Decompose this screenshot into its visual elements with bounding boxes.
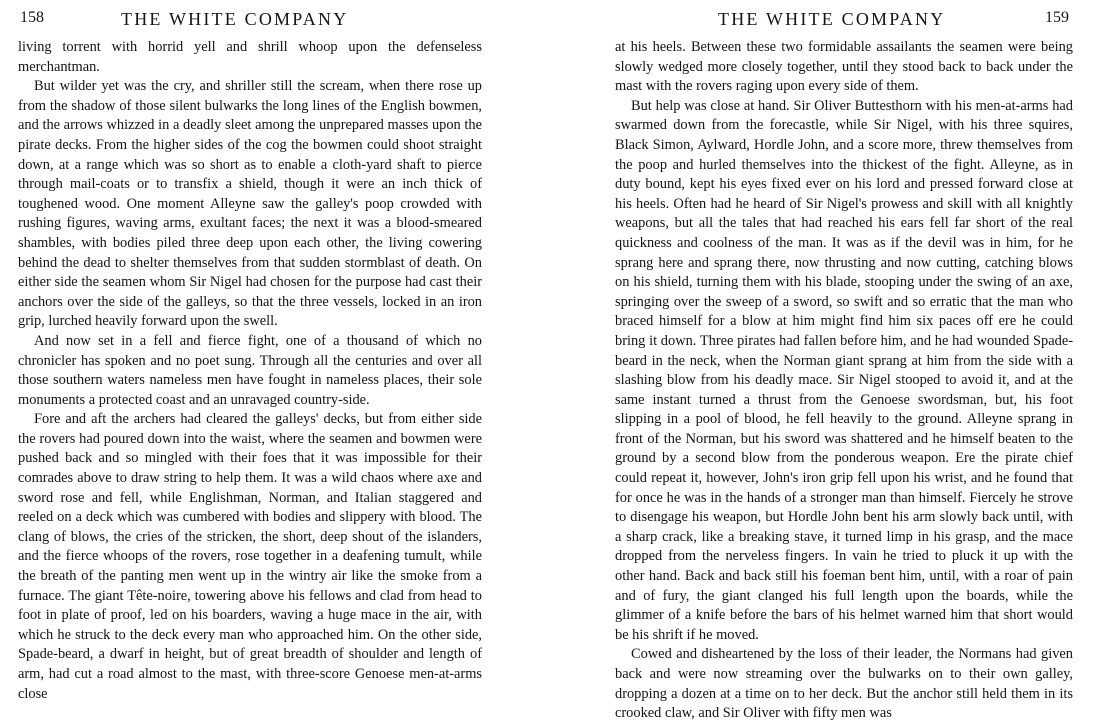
- running-header: [18, 0, 482, 38]
- paragraph: Cowed and disheartened by the loss of their leader, the Normans had given back and were now streaming over the bulwarks on to their own galley, dropping a dozen at a time on to her deck. But the anchor still held them in its crooked claw, and Sir Oliver with fifty men was: [615, 646, 1073, 722]
- page-body: [18, 38, 482, 704]
- page-body: [615, 38, 1073, 724]
- paragraph: But help was close at hand. Sir Oliver Buttesthorn with his men-at-arms had swarmed down from the forecastle, while Sir Nigel, with his three squires, Black Simon, Aylward, Hordle John, and a score more, threw themselves from the poop and hurled themselves into the thickest of the fight. Alleyne, as in duty bound, kept his eyes fixed ever on his lord and pressed forward close at his heels. Often had he heard of Sir Nigel's prowess and skill with all knightly weapons, but all the tales that had reached his ears fell far short of the real quickness and coolness of the man. It was as if the devil was in him, for he sprang here and sprang there, now thrusting and now cutting, catching blows on his shield, turning them with his blade, stooping under the swing of an axe, springing over the sweep of a sword, so swift and so erratic that the man who braced himself for a blow at him might find him six paces off ere he could bring it down. Three pirates had fallen before him, and he had wounded Spade-beard in the neck, when the Norman giant sprang at him from the side with a slashing blow from his deadly mace. Sir Nigel stooped to avoid it, and at the same instant turned a thrust from the Genoese swordsman, but, his foot slipping in a pool of blood, he fell heavily to the ground. Alleyne sprang in front of the Norman, but his sword was shattered and he himself beaten to the ground by a second blow from the ponderous weapon. Ere the pirate chief could repeat it, however, John's iron grip fell upon his wrist, and he found that for once he was in the hands of a stronger man than himself. Fiercely he strove to disengage his weapon, but Hordle John bent his arm slowly back until, with a sharp crack, like a breaking stave, it turned limp in his grasp, and the mace dropped from the nerveless fingers. In vain he tried to pluck it up with the other hand. Back and back still his foeman bent him, until, with a roar of pain and of fury, the giant clanged his full length upon the boards, while the glimmer of a knife before the bars of his helmet warned him that short would be his shrift if he moved.: [615, 97, 1073, 643]
- paragraph: And now set in a fell and fierce fight, one of a thousand of which no chronicler has spoken and no poet sung. Through all the centuries and over all those southern waters nameless men have fought in nameless places, their sole monuments a protected coast and an unravaged country-side.: [18, 332, 482, 408]
- page-number: 159: [1045, 9, 1069, 26]
- right-page: [615, 0, 1073, 724]
- running-head-title: THE WHITE COMPANY: [121, 9, 349, 29]
- paragraph: living torrent with horrid yell and shrill whoop upon the defenseless merchantman.: [18, 39, 482, 75]
- running-head-title: THE WHITE COMPANY: [718, 9, 946, 29]
- paragraph: Fore and aft the archers had cleared the galleys' decks, but from either side the rovers had poured down into the waist, where the seamen and bowmen were pushed back and so mingled with their foes that it was impossible for their comrades above to draw string to help them. It was a wild chaos where axe and sword rose and fell, while Englishman, Norman, and Italian staggered and reeled on a deck which was cumbered with bodies and slippery with blood. The clang of blows, the cries of the stricken, the short, deep shout of the islanders, and the fierce whoops of the rovers, rose together in a deafening tumult, while the breath of the panting men went up in the wintry air like the smoke from a furnace. The giant Tête-noire, towering above his fellows and clad from head to foot in plate of proof, led on his boarders, waving a huge mace in the air, with which he struck to the deck every man who approached him. On the other side, Spade-beard, a dwarf in height, but of great breadth of shoulder and length of arm, had cut a road almost to the mast, with three-score Genoese men-at-arms close: [18, 411, 482, 702]
- paragraph: at his heels. Between these two formidable assailants the seamen were being slowly wedged more closely together, until they stood back to back under the mast with the rovers raging upon every side of them.: [615, 39, 1073, 95]
- running-header: [615, 0, 1073, 38]
- page-number: 158: [20, 9, 44, 26]
- left-page: [18, 0, 482, 704]
- paragraph: But wilder yet was the cry, and shriller still the scream, when there rose up from the shadow of those silent bulwarks the long lines of the English bowmen, and the arrows whizzed in a deadly sleet among the unprepared masses upon the pirate decks. From the higher sides of the cog the bowmen could shoot straight down, at a range which was so short as to enable a cloth-yard shaft to pierce through mail-coats or to transfix a shield, though it were an inch thick of toughened wood. One moment Alleyne saw the galley's poop crowded with rushing figures, waving arms, exultant faces; the next it was a blood-smeared shambles, with bodies piled three deep upon each other, the living cowering behind the dead to shelter themselves from that sudden stormblast of death. On either side the seamen whom Sir Nigel had chosen for the purpose had cast their anchors over the side of the galleys, so that the three vessels, locked in an iron grip, lurched heavily forward upon the swell.: [18, 78, 482, 330]
